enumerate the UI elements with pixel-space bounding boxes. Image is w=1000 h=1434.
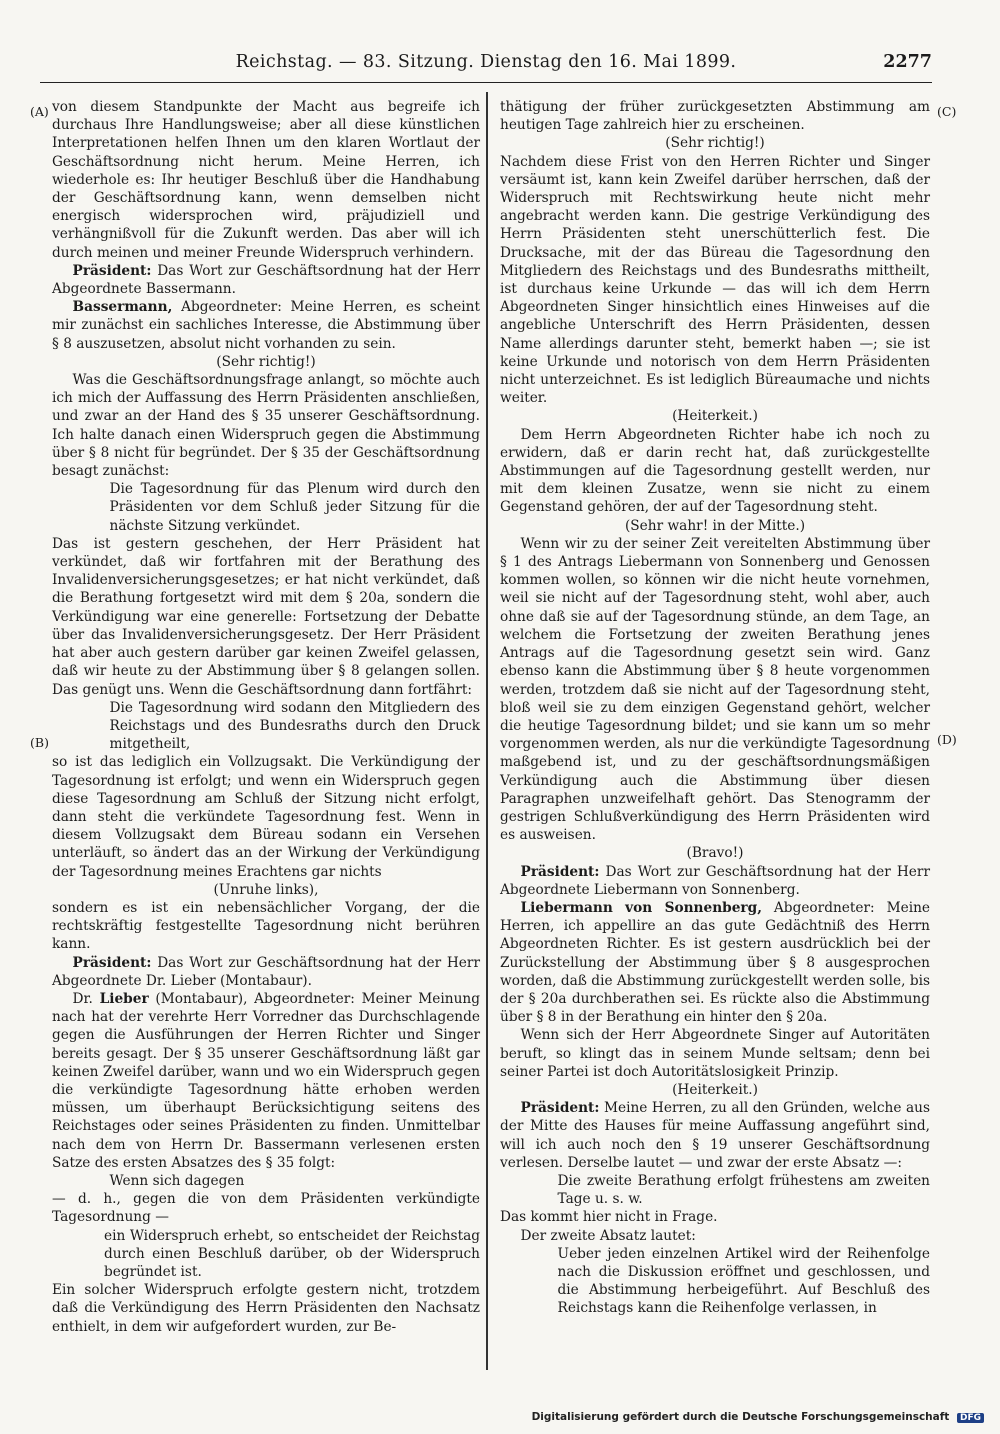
paragraph: sondern es ist ein nebensächlicher Vorgang, der die rechtskräftig festgestellte Tagesordnung nicht berühren kann. bbox=[52, 899, 480, 953]
paragraph: Das kommt hier nicht in Frage. bbox=[500, 1209, 718, 1226]
dfg-logo: DFG bbox=[957, 1413, 984, 1423]
interjection: (Sehr richtig!) bbox=[665, 135, 765, 152]
quotation: Die zweite Berathung erfolgt frühestens am zweiten Tage u. s. w. bbox=[557, 1172, 930, 1208]
page-number: 2277 bbox=[883, 52, 932, 72]
paragraph: Präsident: Das Wort zur Geschäftsordnung hat der Herr Abgeordnete Bassermann. bbox=[52, 262, 480, 298]
paragraph: Präsident: Das Wort zur Geschäftsordnung hat der Herr Abgeordnete Dr. Lieber (Montabaur). bbox=[52, 954, 480, 989]
speaker-name: Präsident: bbox=[520, 1100, 600, 1117]
paragraph: von diesem Standpunkte der Macht aus begreife ich durchaus Ihre Handlungsweise; aber all diese künstlichen Interpretationen helfen Ihnen um den klaren Wortlaut der Geschäftsordnung nicht herum. Meine Herren, ich wiederhole es: Ihr heutiger Beschluß über die Handhabung der Geschäftsordnung kann, wenn demselben nicht energisch widersprochen wird, präjudiziell und verhängnißvoll für die Zukunft werden. Das aber will ich durch meinen und meiner Freunde Widerspruch verhindern. bbox=[52, 99, 480, 261]
quotation: Ueber jeden einzelnen Artikel wird der Reihenfolge nach die Diskussion eröffnet und geschlossen, und die Abstimmung herbeigeführt. Auf Beschluß des Reichstags kann die Reihenfolge verlassen, in bbox=[557, 1245, 930, 1317]
right-column bbox=[500, 98, 930, 1318]
paragraph: Dem Herrn Abgeordneten Richter habe ich noch zu erwidern, daß er darin recht hat, daß zurückgestellte Abstimmungen auf die Tagesordnung gestellt werden, nur mit dem kleinen Zusatze, wenn sie nicht zu einem Gegenstand gehören, der auf der Tagesordnung steht. bbox=[500, 426, 930, 516]
page-header bbox=[40, 52, 932, 83]
margin-marker-d: (D) bbox=[937, 732, 957, 747]
paragraph: Was die Geschäftsordnungsfrage anlangt, so möchte auch ich mich der Auffassung des Herrn Präsidenten anschließen, und zwar an der Hand des § 35 unserer Geschäftsordnung. Ich halte danach einen Widerspruch gegen die Abstimmung über § 8 nicht für begründet. Der § 35 der Geschäftsordnung besagt zunächst: bbox=[52, 372, 480, 480]
paragraph: Präsident: Meine Herren, zu all den Gründen, welche aus der Mitte des Hauses für meine Auffassung angeführt sind, will ich auch noch den § 19 unserer Geschäftsordnung verlesen. Derselbe lautet — und zwar der erste Absatz —: bbox=[500, 1100, 930, 1171]
margin-marker-c: (C) bbox=[937, 104, 957, 119]
margin-marker-a: (A) bbox=[30, 104, 49, 119]
interjection: (Heiterkeit.) bbox=[672, 408, 758, 425]
paragraph: Liebermann von Sonnenberg, Abgeordneter: Meine Herren, ich appellire an das gute Gedächtniß des Herrn Abgeordneten Richter. Es ist gestern ausdrücklich bei der Zurückstellung der Abstimmung über § 8 ausgesprochen worden, daß die Abstimmung zurückgestellt werden solle, bis der § 20a durchberathen sei. Es rückte also die Abstimmung über § 8 in der Berathung ein hinter den § 20a. bbox=[500, 899, 930, 1026]
left-column bbox=[52, 98, 480, 1336]
footer-credit bbox=[532, 1411, 984, 1423]
paragraph: so ist das lediglich ein Vollzugsakt. Die Verkündigung der Tagesordnung ist erfolgt; und wenn ein Widerspruch gegen diese Tagesordnung am Schluß der Sitzung nicht erfolgt, dann steht die verkündete Tagesordnung fest. Wenn in diesem Vollzugsakt dem Büreau sodann ein Versehen unterläuft, so ändert das an der Wirkung der Verkündigung der Tagesordnung meines Erachtens gar nichts bbox=[52, 754, 480, 880]
paragraph: Dr. Lieber (Montabaur), Abgeordneter: Meiner Meinung nach hat der verehrte Herr Vorredner das Durchschlagende gegen die Ausführungen der Herren Richter und Singer bereits gesagt. Der § 35 unserer Geschäftsordnung läßt gar keinen Zweifel darüber, wann und wo ein Widerspruch gegen die verkündigte Tagesordnung hätte erhoben werden müssen, um überhaupt Berücksichtigung seitens des Reichstages oder seines Präsidenten zu finden. Unmittelbar nach dem von Herrn Dr. Bassermann verlesenen ersten Satze des ersten Absatzes des § 35 folgt: bbox=[52, 990, 481, 1171]
speaker-name: Liebermann von Sonnenberg, bbox=[520, 899, 762, 916]
interjection: (Sehr richtig!) bbox=[216, 353, 316, 370]
paragraph: Ein solcher Widerspruch erfolgte gestern nicht, trotzdem daß die Verkündigung des Herrn Präsidenten den Nachsatz enthielt, in dem wir aufgefordert wurden, zur Be- bbox=[52, 1282, 480, 1335]
speaker-name: Präsident: bbox=[520, 863, 600, 880]
paragraph: Nachdem diese Frist von den Herren Richter und Singer versäumt ist, kann kein Zweifel darüber herrschen, daß der Widerspruch mit Rechtswirkung heute nicht mehr angebracht werden kann. Die gestrige Verkündigung des Herrn Präsidenten steht unerschütterlich fest. Die Drucksache, mit der das Büreau die Tagesordnung den Mitgliedern des Reichstags und des Bundesraths mittheilt, ist durchaus keine Urkunde — das will ich dem Herrn Abgeordneten Singer hinsichtlich eines Hinweises auf die angebliche Unterschrift des Herrn Präsidenten, dessen Name allerdings darunter steht, bemerkt haben —; sie ist keine Urkunde und notorisch von dem Herrn Präsidenten nicht unterzeichnet. Es ist lediglich Büreaumache und nichts weiter. bbox=[500, 153, 930, 407]
speaker-name: Präsident: bbox=[72, 262, 152, 279]
interjection: (Bravo!) bbox=[686, 845, 744, 862]
quotation: Die Tagesordnung für das Plenum wird durch den Präsidenten vor dem Schluß jeder Sitzung für die nächste Sitzung verkündet. bbox=[109, 481, 480, 534]
interjection: (Sehr wahr! in der Mitte.) bbox=[624, 517, 806, 534]
interjection: (Heiterkeit.) bbox=[672, 1081, 758, 1098]
paragraph: Wenn sich der Herr Abgeordnete Singer auf Autoritäten beruft, so klingt das in seinem Munde seltsam; denn bei seiner Partei ist doch Autoritätslosigkeit Prinzip. bbox=[500, 1027, 930, 1080]
quotation: Wenn sich dagegen bbox=[109, 1172, 245, 1189]
paragraph: Der zweite Absatz lautet: bbox=[520, 1227, 696, 1244]
interjection: (Unruhe links), bbox=[213, 881, 319, 898]
speaker-name: Lieber bbox=[99, 990, 149, 1007]
quotation: ein Widerspruch erhebt, so entscheidet der Reichstag durch einen Beschluß darüber, ob der Widerspruch begründet ist. bbox=[104, 1227, 480, 1280]
paragraph: — d. h., gegen die von dem Präsidenten verkündigte Tagesordnung — bbox=[52, 1191, 480, 1226]
paragraph: Wenn wir zu der seiner Zeit vereitelten Abstimmung über § 1 des Antrags Liebermann von Sonnenberg und Genossen kommen wollen, so können wir die nicht heute vornehmen, weil sie nicht auf der Tagesordnung steht, wohl aber, auch ohne daß sie auf der Tagesordnung stünde, an dem Tage, an welchem die Fortsetzung der zweiten Berathung jenes Antrags auf die Tagesordnung gesetzt sein wird. Ganz ebenso kann die Abstimmung über § 8 heute vorgenommen werden, trotzdem daß sie nicht auf der Tagesordnung steht, bloß weil sie zu dem einzigen Gegenstand gehört, welcher die heutige Tagesordnung bildet; und sie kann um so mehr vorgenommen werden, als nur die verkündigte Tagesordnung maßgebend ist, und zu der geschäftsordnungsmäßigen Verkündigung auch die Abstimmung über diesen Paragraphen unzweifelhaft gehört. Das Stenogramm der gestrigen Schlußverkündigung des Herrn Präsidenten wird es ausweisen. bbox=[500, 535, 930, 844]
running-title: Reichstag. — 83. Sitzung. Dienstag den 16. Mai 1899. bbox=[235, 52, 737, 72]
paragraph: thätigung der früher zurückgesetzten Abstimmung am heutigen Tage zahlreich hier zu erscheinen. bbox=[500, 99, 930, 134]
speaker-name: Präsident: bbox=[72, 954, 152, 971]
footer-text: Digitalisierung gefördert durch die Deutsche Forschungsgemeinschaft bbox=[531, 1411, 950, 1423]
margin-marker-b: (B) bbox=[30, 735, 49, 750]
paragraph: Bassermann, Abgeordneter: Meine Herren, es scheint mir zunächst ein sachliches Interesse, die Abstimmung über § 8 auszusetzen, absolut nicht vorhanden zu sein. bbox=[52, 299, 480, 352]
column-divider bbox=[486, 92, 488, 1370]
speaker-name: Bassermann, bbox=[72, 299, 173, 316]
quotation: Die Tagesordnung wird sodann den Mitgliedern des Reichstags und des Bundesraths durch den Druck mitgetheilt, bbox=[109, 699, 480, 753]
paragraph: Präsident: Das Wort zur Geschäftsordnung hat der Herr Abgeordnete Liebermann von Sonnenberg. bbox=[500, 863, 930, 898]
paragraph: Das ist gestern geschehen, der Herr Präsident hat verkündet, daß wir fortfahren mit der Berathung des Invalidenversicherungsgesetzes; er hat nicht verkündet, daß die Berathung fortgesetzt wird mit dem § 20a, sondern die Verkündigung war eine generelle: Fortsetzung der Debatte über das Invalidenversicherungsgesetz. Der Herr Präsident hat aber auch gestern darüber gar keinen Zweifel gelassen, daß wir heute zu der Abstimmung über § 8 gelangen sollen. Das genügt uns. Wenn die Geschäftsordnung dann fortfährt: bbox=[52, 535, 480, 698]
